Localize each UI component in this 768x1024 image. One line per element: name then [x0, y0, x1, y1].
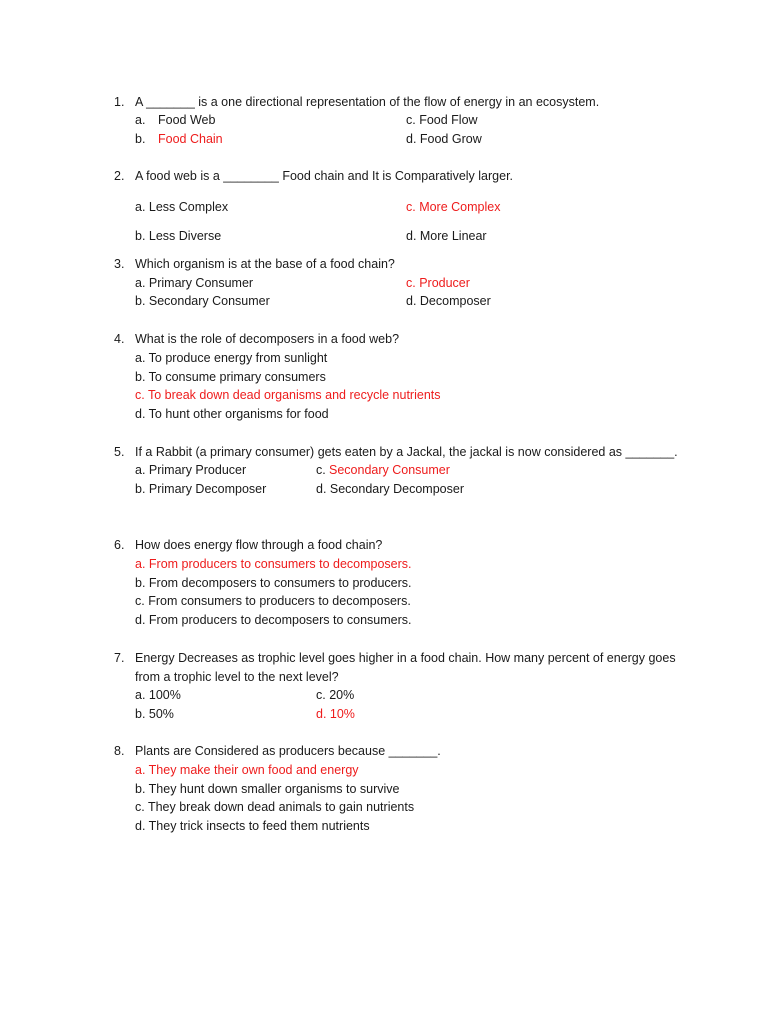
- question-number: 5.: [114, 445, 125, 459]
- option-d: d. To hunt other organisms for food: [135, 407, 329, 421]
- question-number: 4.: [114, 332, 125, 346]
- option-b: b. Less Diverse: [135, 229, 222, 243]
- option-c-correct: c. More Complex: [406, 200, 501, 214]
- option-b: b. Secondary Consumer: [135, 294, 270, 308]
- option-c: c. 20%: [316, 688, 355, 702]
- question-text-continued: from a trophic level to the next level?: [135, 670, 339, 684]
- question-text: Plants are Considered as producers because _______.: [135, 744, 441, 758]
- question-text: A food web is a ________ Food chain and It is Comparatively larger.: [135, 169, 514, 183]
- option-c-correct: c. To break down dead organisms and recycle nutrients: [135, 388, 441, 402]
- question-number: 1.: [114, 95, 125, 109]
- question-text: Energy Decreases as trophic level goes higher in a food chain. How many percent of energy goes: [135, 651, 676, 665]
- option-c: c. Food Flow: [406, 113, 478, 127]
- option-d: d. Secondary Decomposer: [316, 482, 464, 496]
- question-text: Which organism is at the base of a food chain?: [135, 257, 395, 271]
- option-a: Food Web: [158, 113, 216, 127]
- option-b: b. 50%: [135, 707, 174, 721]
- option-b: b. From decomposers to consumers to producers.: [135, 576, 412, 590]
- option-a: a. 100%: [135, 688, 181, 702]
- question-text: A _______ is a one directional representation of the flow of energy in an ecosystem.: [135, 95, 600, 109]
- option-a: a. Primary Consumer: [135, 276, 254, 290]
- option-c: c. From consumers to producers to decomposers.: [135, 594, 411, 608]
- option-a: a. To produce energy from sunlight: [135, 351, 328, 365]
- option-a-letter: a.: [135, 113, 146, 127]
- option-d: d. From producers to decomposers to consumers.: [135, 613, 412, 627]
- question-number: 6.: [114, 538, 125, 552]
- option-d: d. More Linear: [406, 229, 487, 243]
- option-d-correct: d. 10%: [316, 707, 355, 721]
- option-a: a. Primary Producer: [135, 463, 247, 477]
- question-text: How does energy flow through a food chain?: [135, 538, 383, 552]
- option-c-letter: c.: [316, 463, 326, 477]
- option-c: c. They break down dead animals to gain nutrients: [135, 800, 415, 814]
- option-a: a. Less Complex: [135, 200, 229, 214]
- option-a-correct: a. From producers to consumers to decomposers.: [135, 557, 412, 571]
- question-number: 7.: [114, 651, 125, 665]
- option-d: d. Food Grow: [406, 132, 482, 146]
- question-text: If a Rabbit (a primary consumer) gets eaten by a Jackal, the jackal is now considered as _______.: [135, 445, 678, 459]
- question-number: 2.: [114, 169, 125, 183]
- question-number: 3.: [114, 257, 125, 271]
- option-b: b. They hunt down smaller organisms to survive: [135, 782, 400, 796]
- option-b: b. To consume primary consumers: [135, 370, 326, 384]
- option-d: d. Decomposer: [406, 294, 491, 308]
- option-b-letter: b.: [135, 132, 146, 146]
- option-b-correct: Food Chain: [158, 132, 223, 146]
- option-d: d. They trick insects to feed them nutrients: [135, 819, 370, 833]
- option-a-correct: a. They make their own food and energy: [135, 763, 359, 777]
- question-text: What is the role of decomposers in a food web?: [135, 332, 400, 346]
- question-number: 8.: [114, 744, 125, 758]
- option-b: b. Primary Decomposer: [135, 482, 267, 496]
- option-c-correct: Secondary Consumer: [329, 463, 450, 477]
- option-c-correct: c. Producer: [406, 276, 470, 290]
